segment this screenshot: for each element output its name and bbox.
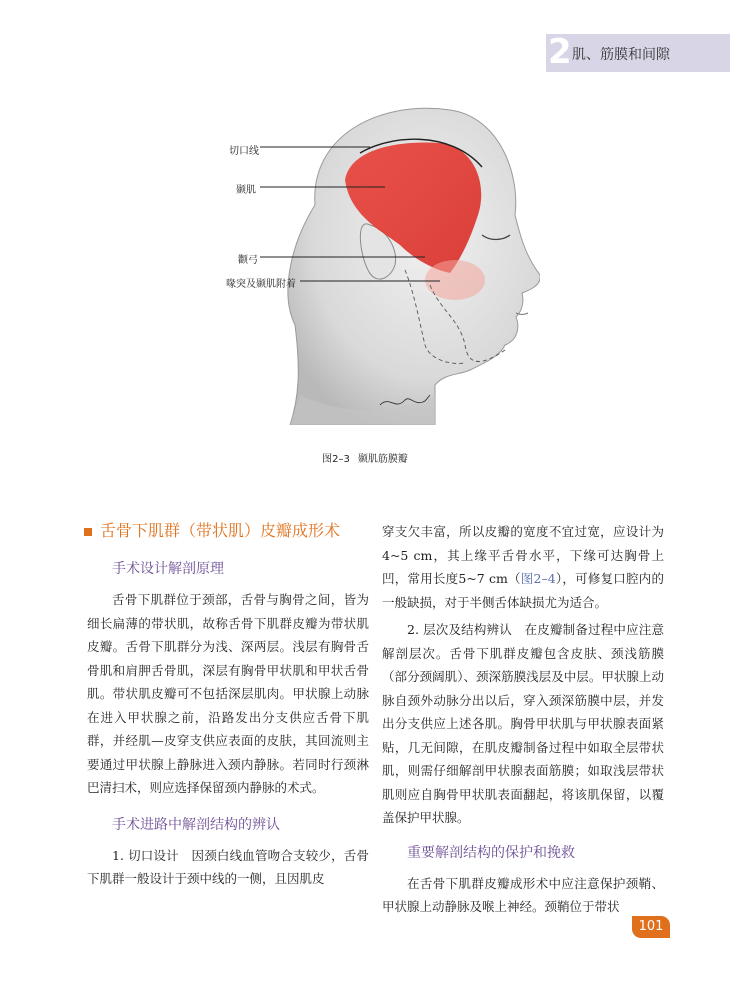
label-temporalis: 颞肌	[236, 185, 256, 196]
paragraph-incision: 1. 切口设计 因颈白线血管吻合支较少，舌骨下肌群一般设计于颈中线的一侧，且因肌皮	[87, 847, 369, 886]
subheading-design: 手术设计解剖原理	[112, 561, 224, 577]
square-bullet-icon	[84, 528, 92, 536]
paragraph-continued: 穿支欠丰富，所以皮瓣的宽度不宜过宽，应设计为4~5 cm，其上缘平舌骨水平，下缘可达胸骨上凹，常用长度5~7 cm（图2–4），可修复口腔内的一般缺损，对于半侧舌体缺损尤为适合。	[382, 524, 664, 610]
chapter-title: 肌、筋膜和间隙	[572, 47, 670, 63]
paragraph-layers: 2. 层次及结构辨认 在皮瓣制备过程中应注意解剖层次。舌骨下肌群皮瓣包含皮肤、颈浅筋膜（部分颈阔肌）、颈深筋膜浅层及中层。甲状腺上动脉自颈外动脉分出以后，穿入颈深筋膜中层，并发出分支供应上述各肌。胸骨甲状肌与甲状腺表面紧贴，几无间隙，在肌皮瓣制备过程中如取全层带状肌，则需仔细解剖甲状腺表面筋膜；如取浅层带状肌则应自胸骨甲状肌表面翻起，将该肌保留，以覆盖保护甲状腺。	[382, 622, 664, 825]
caption-text: 颞肌筋膜瓣	[357, 454, 408, 465]
paragraph-design: 舌骨下肌群位于颈部，舌骨与胸骨之间，皆为细长扁薄的带状肌，故称舌骨下肌群皮瓣为带状肌皮瓣。舌骨下肌群分为浅、深两层。浅层有胸骨舌骨肌和肩胛舌骨肌，深层有胸骨甲状肌和甲状舌骨肌。带状肌皮瓣可不包括深层肌肉。甲状腺上动脉在进入甲状腺之前，沿路发出分支供应舌骨下肌群，并经肌—皮穿支供应表面的皮肤，其回流则主要通过甲状腺上静脉进入颈内静脉。若同时行颈淋巴清扫术，则应选择保留颈内静脉的术式。	[87, 592, 369, 795]
section-title: 舌骨下肌群（带状肌）皮瓣成形术	[84, 518, 369, 544]
label-coronoid: 喙突及颞肌附着	[226, 279, 296, 290]
subheading-protection: 重要解剖结构的保护和挽救	[407, 844, 575, 861]
right-column	[382, 520, 664, 919]
paragraph-protection: 在舌骨下肌群皮瓣成形术中应注意保护颈鞘、甲状腺上动静脉及喉上神经。颈鞘位于带状	[382, 875, 664, 914]
figure-caption	[0, 450, 730, 465]
figure-reference-link[interactable]: 图2–4	[520, 571, 556, 586]
head-illustration	[220, 95, 540, 425]
label-incision-line: 切口线	[229, 146, 259, 157]
label-zygomatic-arch: 颧弓	[238, 255, 258, 266]
page-number: 101	[632, 916, 670, 938]
chapter-number: 2	[548, 32, 572, 72]
caption-number: 图2–3	[322, 454, 350, 465]
left-column	[87, 512, 369, 891]
subheading-identification: 手术进路中解剖结构的辨认	[112, 816, 280, 833]
